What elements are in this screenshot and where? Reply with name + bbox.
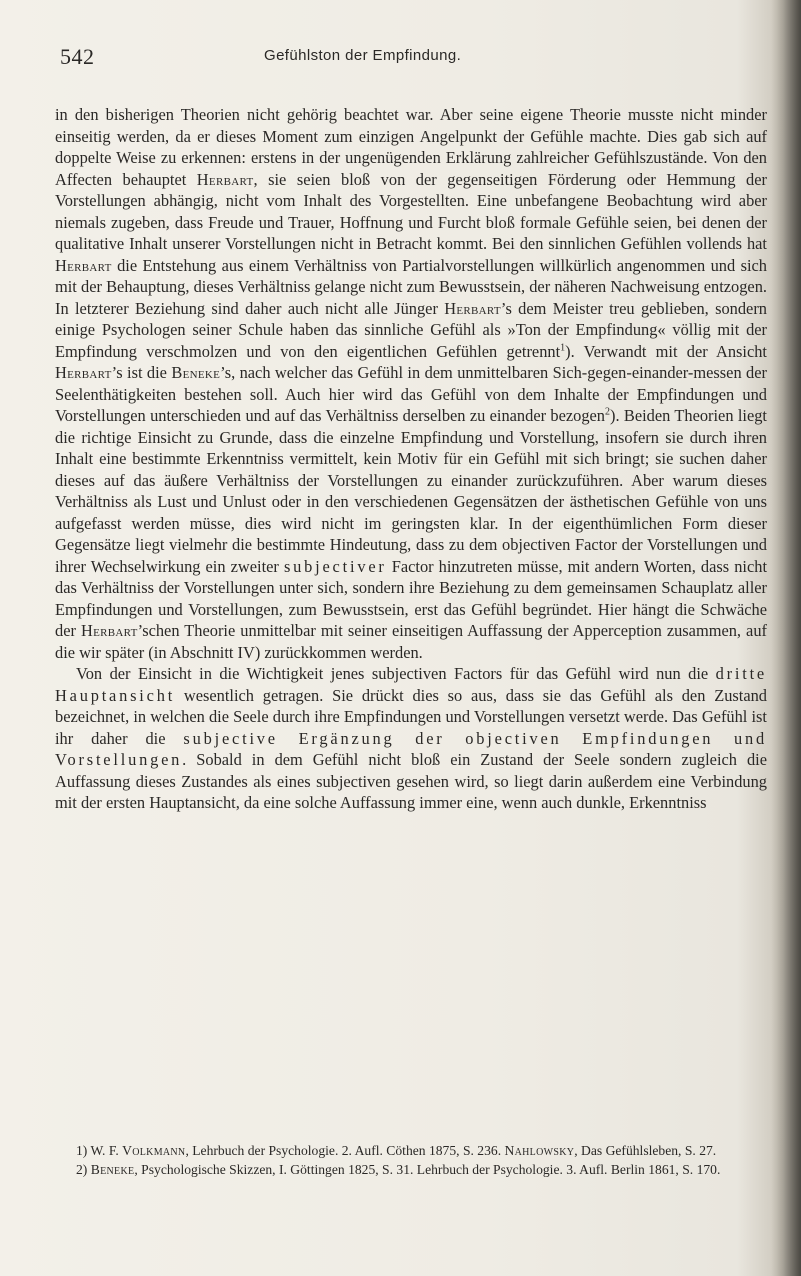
footnote-2: 2) Beneke, Psychologische Skizzen, I. Göttingen 1825, S. 31. Lehrbuch der Psychologie. 3. Aufl. Berlin 1861, S. 170. (76, 1162, 721, 1177)
emphasized-term: subjectiver (283, 556, 387, 576)
body-text (55, 104, 767, 814)
author-name: Herbart (80, 621, 138, 640)
page-edge-shadow (771, 0, 801, 1276)
running-head: Gefühlston der Empfindung. (264, 47, 462, 64)
author-name: Nahlowsky (504, 1143, 575, 1158)
paragraph-1: in den bisherigen Theorien nicht gehörig beachtet war. Aber seine eigene Theorie musste nicht minder einseitig werden, da er dieses Moment zum einzigen Angelpunkt der Gefühle machte. Dies gab sich auf doppelte Weise zu erkennen: erstens in der ungenügenden Erklärung zahlreicher Gefühlszustände. Von den Affecten behauptet Herbart, sie seien bloß von der gegenseitigen Förderung oder Hemmung der Vorstellungen abhängig, nicht vom Inhalt des Vorgestellten. Eine unbefangene Beobachtung wird aber niemals zugeben, dass Freude und Trauer, Hoffnung und Furcht bloß formale Gefühle seien, bei denen der qualitative Inhalt unserer Vorstellungen nicht in Betracht kommt. Bei den sinnlichen Gefühlen vollends hat Herbart die Entstehung aus einem Verhältniss von Partialvorstellungen willkürlich angenommen und sich mit der Behauptung, dieses Verhältniss gelange nicht zum Bewusstsein, der näheren Nachweisung entzogen. In letzterer Beziehung sind daher auch nicht alle Jünger Herbart’s dem Meister treu geblieben, sondern einige Psychologen seiner Schule haben das sinnliche Gefühl als »Ton der Empfindung« völlig mit der Empfindung verschmolzen und von den eigentlichen Gefühlen getrennt$^1$). Verwandt mit der Ansicht Herbart’s ist die Beneke’s, nach welcher das Gefühl in dem unmittelbaren Sich-gegen-einander-messen der Seelenthätigkeiten bestehen soll. Auch hier wird das Gefühl von dem Inhalte der Empfindungen und Vorstellungen unterschieden und auf das Verhältniss derselben zu einander bezogen$^2$). Beiden Theorien liegt die richtige Einsicht zu Grunde, dass die einzelne Empfindung und Vorstellung, insofern sie durch ihren Inhalt eine bestimmte Erkenntniss vermittelt, kein Motiv für ein Gefühl mit sich bringt; sie suchen daher dieses auf das äußere Verhältniss der Vorstellungen zu einander zurückzuführen. Aber warum dieses Verhältniss als Lust und Unlust oder in den verschiedenen Gegensätzen der ästhetischen Gefühle von uns aufgefasst werden müsse, dies wird nicht im geringsten klar. In der eigenthümlichen Form dieser Gegensätze liegt vielmehr die bestimmte Hindeutung, dass zu dem objectiven Factor der Vorstellungen und ihrer Wechselwirkung ein zweiter subjectiver Factor hinzutreten müsse, mit andern Worten, dass nicht das Verhältniss der Vorstellungen unter sich, sondern ihre Beziehung zu dem gemeinsamen Schauplatz aller Empfindungen und Vorstellungen, zum Bewusstsein, erst das Gefühl begründet. Hier hängt die Schwäche der Herbart’schen Theorie unmittelbar mit seiner einseitigen Auffassung der Apperception zusammen, auf die wir später (in Abschnitt IV) zurückkommen werden. (55, 105, 768, 662)
page-header (60, 44, 760, 72)
page-number: 542 (60, 44, 95, 69)
author-name: Herbart (196, 169, 254, 189)
footnotes (55, 1142, 767, 1180)
footnote-ref-2[interactable]: 2 (605, 406, 610, 418)
author-name: Beneke (171, 363, 221, 382)
emphasized-term: dritte Hauptansicht (55, 664, 767, 705)
author-name: Herbart (55, 255, 112, 275)
author-name: Volkmann (122, 1143, 186, 1158)
author-name: Herbart (55, 363, 112, 382)
footnote-1: 1) W. F. Volkmann, Lehrbuch der Psychologie. 2. Aufl. Cöthen 1875, S. 236. Nahlowsky, Das Gefühlsleben, S. 27. (76, 1143, 717, 1158)
paragraph-2: Von der Einsicht in die Wichtigkeit jenes subjectiven Factors für das Gefühl wird nun die dritte Hauptansicht wesentlich getragen. Sie drückt dies so aus, dass sie das Gefühl als den Zustand bezeichnet, in welchen die Seele durch ihre Empfindungen und Vorstellungen versetzt werde. Das Gefühl ist ihr daher die subjective Ergänzung der objectiven Empfindungen und Vorstellungen. Sobald in dem Gefühl nicht bloß ein Zustand der Seele sondern zugleich die Auffassung dieses Zustandes als eines subjectiven gesehen wird, so liegt darin außerdem eine Verbindung mit der ersten Hauptansicht, da eine solche Auffassung immer eine, wenn auch dunkle, Erkenntniss (55, 664, 767, 812)
emphasized-term: subjective Ergänzung der objectiven Empfindungen und Vorstellungen (55, 728, 767, 769)
author-name: Herbart (444, 298, 501, 318)
footnote-ref-1[interactable]: 1 (560, 342, 566, 354)
author-name: Beneke (90, 1162, 135, 1177)
